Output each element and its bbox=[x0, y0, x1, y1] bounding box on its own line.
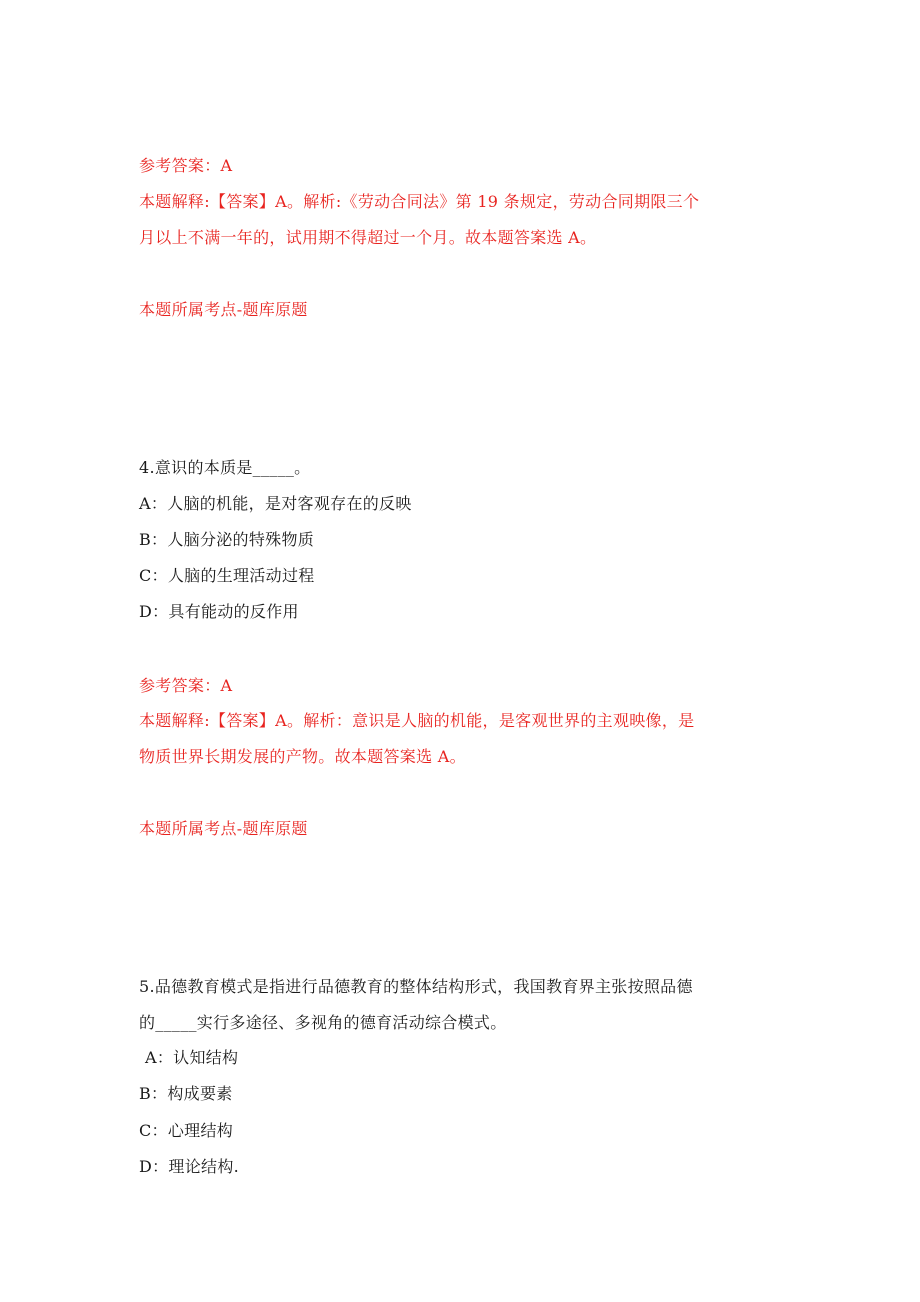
q3-answer-line: 参考答案：A bbox=[139, 156, 233, 175]
q3-explanation-line-2: 月以上不满一年的，试用期不得超过一个月。故本题答案选 A。 bbox=[139, 228, 597, 247]
q5-question-line-2: 的_____实行多途径、多视角的德育活动综合模式。 bbox=[139, 1013, 507, 1032]
q5-option-d: D：理论结构. bbox=[139, 1157, 240, 1176]
q4-option-d: D：具有能动的反作用 bbox=[139, 602, 299, 621]
q4-option-b: B：人脑分泌的特殊物质 bbox=[139, 530, 315, 549]
q5-question-line-1: 5.品德教育模式是指进行品德教育的整体结构形式，我国教育界主张按照品德 bbox=[139, 977, 693, 996]
q5-option-c: C：心理结构 bbox=[139, 1121, 234, 1140]
q4-explanation-line-2: 物质世界长期发展的产物。故本题答案选 A。 bbox=[139, 747, 466, 766]
q5-option-b: B：构成要素 bbox=[139, 1084, 233, 1103]
q4-explanation-line-1: 本题解释:【答案】A。解析：意识是人脑的机能，是客观世界的主观映像，是 bbox=[139, 711, 695, 730]
q4-question: 4.意识的本质是_____。 bbox=[139, 458, 311, 477]
q4-answer-line: 参考答案：A bbox=[139, 676, 233, 695]
q5-option-a: A：认知结构 bbox=[145, 1048, 239, 1067]
q4-option-c: C：人脑的生理活动过程 bbox=[139, 566, 315, 585]
q4-option-a: A：人脑的机能，是对客观存在的反映 bbox=[139, 494, 412, 513]
q4-source: 本题所属考点-题库原题 bbox=[139, 819, 308, 838]
q3-source: 本题所属考点-题库原题 bbox=[139, 300, 308, 319]
q3-explanation-line-1: 本题解释:【答案】A。解析:《劳动合同法》第 19 条规定，劳动合同期限三个 bbox=[139, 192, 700, 211]
